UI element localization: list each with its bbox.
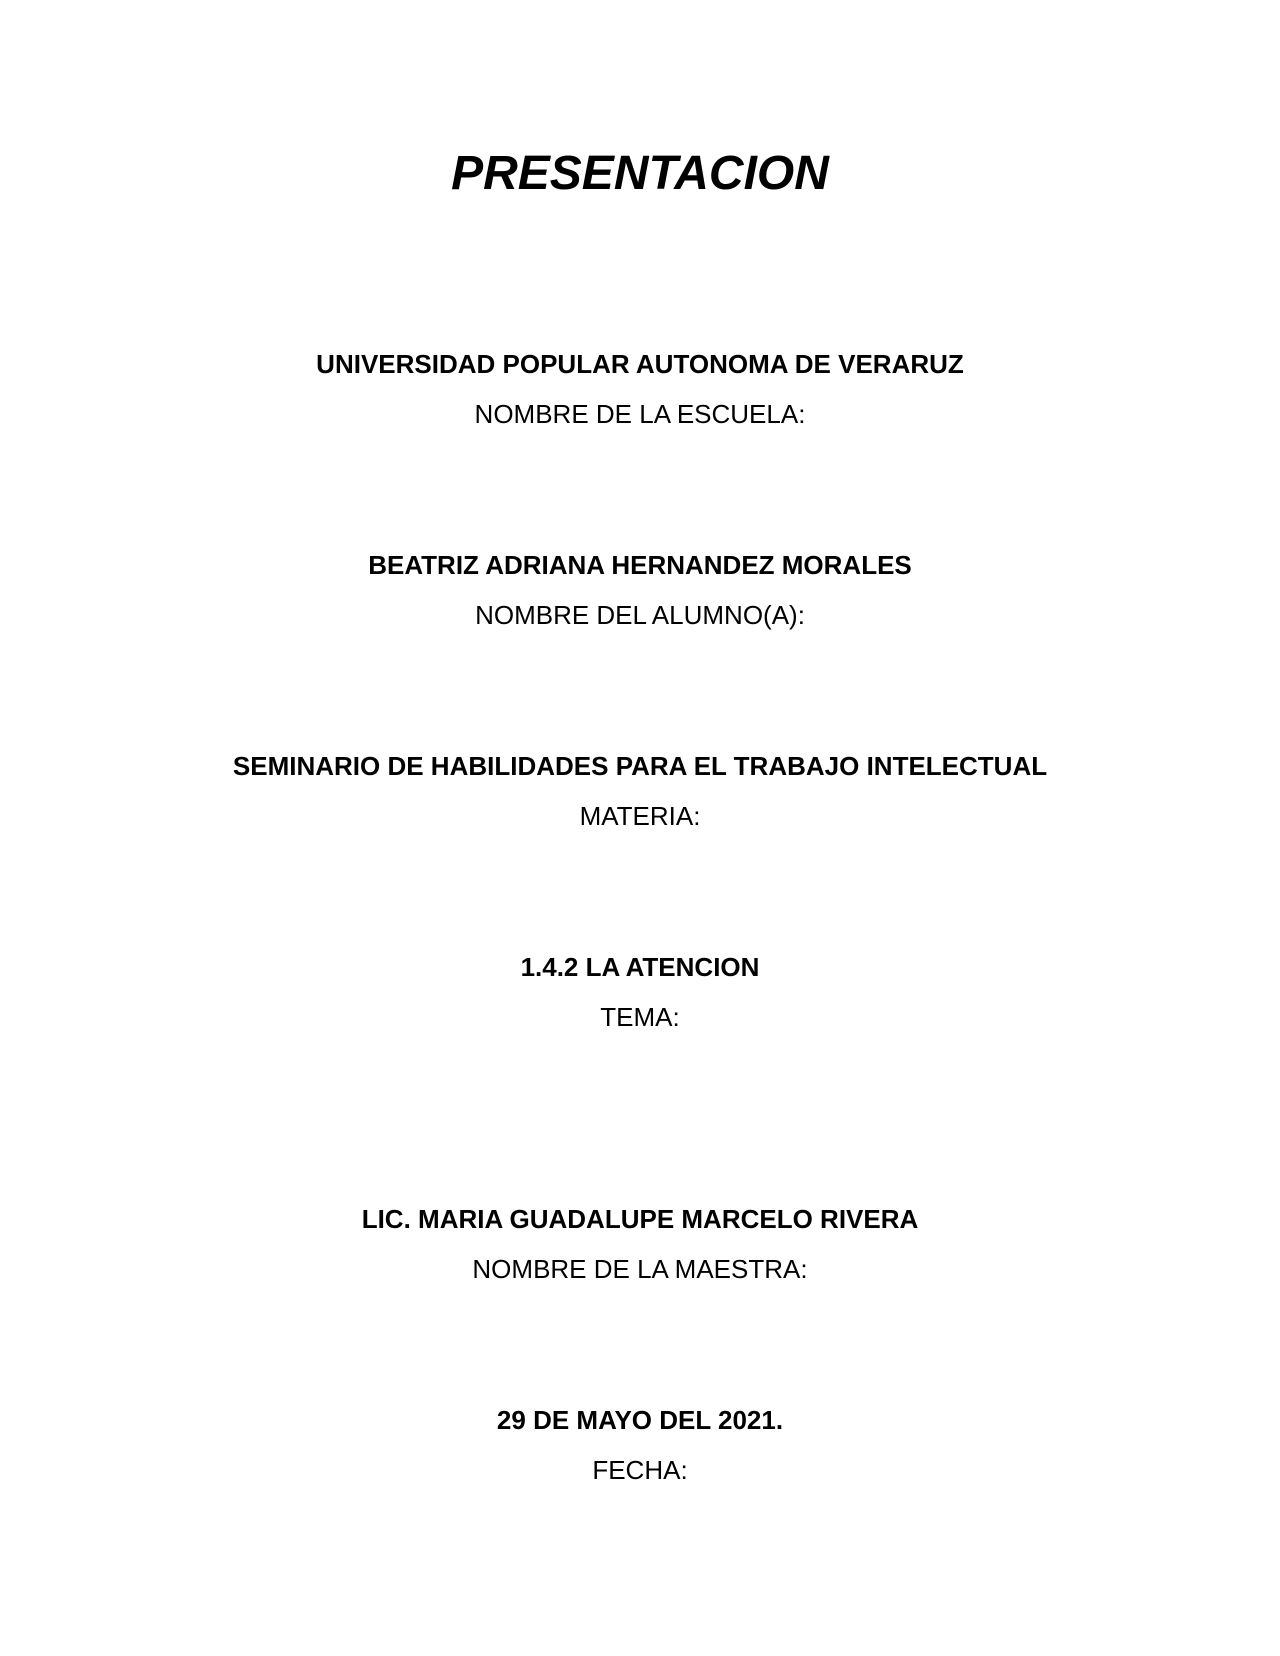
subject-name: SEMINARIO DE HABILIDADES PARA EL TRABAJO INTELECTUAL (232, 751, 1048, 781)
student-name: BEATRIZ ADRIANA HERNANDEZ MORALES (368, 550, 912, 580)
school-label: NOMBRE DE LA ESCUELA: (474, 399, 806, 429)
topic-label: TEMA: (600, 1002, 680, 1032)
date-section (0, 1404, 1280, 1486)
topic-section (0, 951, 1280, 1033)
page-title: PRESENTACION (451, 147, 829, 200)
student-section (0, 549, 1280, 631)
student-label: NOMBRE DEL ALUMNO(A): (475, 600, 805, 630)
school-name: UNIVERSIDAD POPULAR AUTONOMA DE VERARUZ (316, 349, 964, 379)
school-section (0, 348, 1280, 430)
teacher-label: NOMBRE DE LA MAESTRA: (472, 1254, 808, 1284)
date-label: FECHA: (592, 1455, 688, 1485)
subject-section (0, 750, 1280, 832)
topic-name: 1.4.2 LA ATENCION (520, 952, 760, 982)
teacher-name: LIC. MARIA GUADALUPE MARCELO RIVERA (361, 1204, 919, 1234)
teacher-section (0, 1203, 1280, 1285)
subject-label: MATERIA: (579, 801, 701, 831)
date-value: 29 DE MAYO DEL 2021. (496, 1405, 784, 1435)
